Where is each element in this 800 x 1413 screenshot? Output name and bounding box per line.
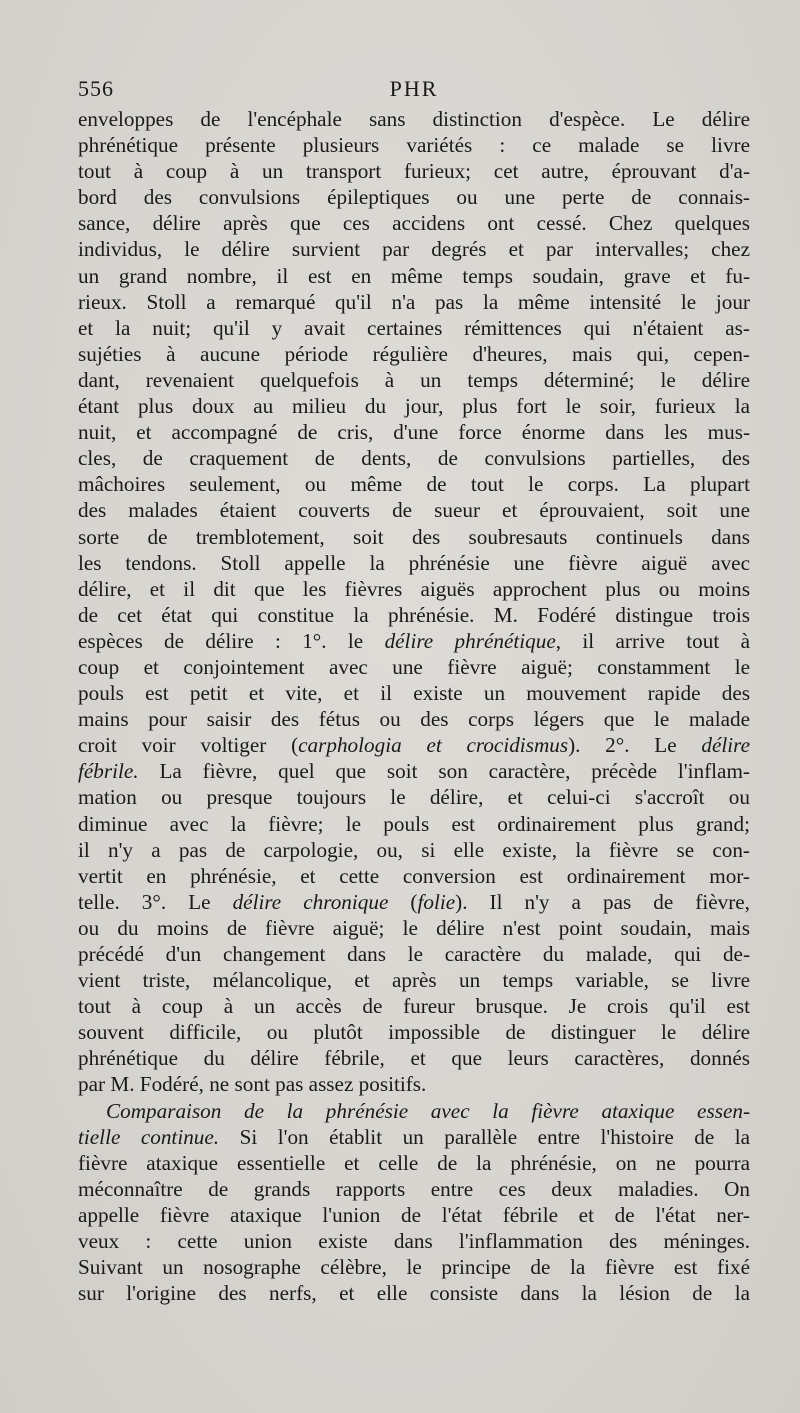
text-run: appelle fièvre ataxique l'union de l'état fébrile et de l'état ner- [78, 1202, 750, 1227]
text-line [78, 315, 750, 341]
text-line [78, 471, 750, 497]
text-run: les tendons. Stoll appelle la phrénésie une fièvre aiguë avec [78, 550, 750, 575]
text-line [78, 784, 750, 810]
text-run: fièvre ataxique essentielle et celle de la phrénésie, on ne pourra [78, 1150, 750, 1175]
text-run: coup et conjointement avec une fièvre aiguë; constamment le [78, 654, 750, 679]
text-line [78, 497, 750, 523]
text-line [78, 289, 750, 315]
text-run: pouls est petit et vite, et il existe un mouvement rapide des [78, 681, 750, 706]
running-head: PHR [389, 76, 439, 101]
text-run: souvent difficile, ou plutôt impossible de distinguer le délire [78, 1020, 750, 1045]
text-line [78, 1019, 750, 1045]
text-run: enveloppes de l'encéphale sans distinction d'espèce. Le délire [78, 107, 750, 131]
text-line [78, 576, 750, 602]
text-run: il n'y a pas de carpologie, ou, si elle existe, la fièvre se con- [78, 837, 750, 862]
text-run: ). 2°. Le [568, 733, 702, 758]
text-run: ( [388, 889, 418, 914]
text-run: diminue avec la fièvre; le pouls est ordinairement plus grand; [78, 811, 750, 836]
text-run: individus, le délire survient par degrés et par intervalles; chez [78, 237, 750, 262]
text-line [78, 184, 750, 210]
text-run: sance, délire après que ces accidens ont cessé. Chez quelques [78, 211, 750, 236]
text-run: phrénétique du délire fébrile, et que leurs caractères, donnés [78, 1046, 750, 1071]
text-run: de cet état qui constitue la phrénésie. M. Fodéré distingue trois [78, 602, 750, 627]
text-run: telle. 3°. Le [78, 889, 233, 914]
text-line [78, 993, 750, 1019]
text-line [78, 367, 750, 393]
text-line [78, 811, 750, 837]
text-run: ). Il n'y a pas de fièvre, [455, 889, 750, 914]
book-page [78, 74, 750, 1306]
text-run: croit voir voltiger ( [78, 733, 299, 758]
text-run: tout à coup à un accès de fureur brusque. Je crois qu'il est [78, 994, 750, 1019]
text-line [78, 393, 750, 419]
text-run: rieux. Stoll a remarqué qu'il n'a pas la même intensité le jour [78, 289, 750, 314]
text-run: délire, et il dit que les fièvres aiguës approchent plus ou moins [78, 576, 750, 601]
text-line [78, 550, 750, 576]
text-line [78, 1098, 750, 1124]
text-line [78, 158, 750, 184]
text-line [78, 602, 750, 628]
text-run: tout à coup à un transport furieux; cet autre, éprouvant d'a- [78, 159, 750, 184]
text-line [78, 1254, 750, 1280]
text-run: précédé d'un changement dans le caractère du malade, qui de- [78, 942, 750, 966]
text-line [78, 132, 750, 158]
page-number: 556 [78, 76, 114, 101]
text-line [78, 341, 750, 367]
text-run: mation ou presque toujours le délire, et celui-ci s'accroît ou [78, 785, 750, 810]
text-run: , il arrive tout à [555, 628, 750, 653]
text-run: nuit, et accompagné de cris, d'une force énorme dans les mus- [78, 420, 750, 445]
text-line [78, 210, 750, 236]
text-run: étant plus doux au milieu du jour, plus fort le soir, furieux la [78, 394, 750, 419]
text-run: cles, de craquement de dents, de convulsions partielles, des [78, 446, 750, 471]
text-line [78, 758, 750, 784]
text-line [78, 524, 750, 550]
text-run: sorte de tremblotement, soit des soubresauts continuels dans [78, 524, 750, 549]
text-line [78, 106, 750, 132]
text-run: vient triste, mélancolique, et après un temps variable, se livre [78, 968, 750, 993]
text-line [78, 863, 750, 889]
text-run: Suivant un nosographe célèbre, le principe de la fièvre est fixé [78, 1255, 750, 1280]
text-line [78, 1202, 750, 1228]
text-line [78, 706, 750, 732]
text-line [78, 732, 750, 758]
text-run: mains pour saisir des fétus ou des corps légers que le malade [78, 707, 750, 732]
text-run: mâchoires seulement, ou même de tout le corps. La plupart [78, 472, 750, 497]
italic-text: folie [417, 889, 456, 914]
text-line [78, 1071, 750, 1097]
italic-text: délire chronique [232, 889, 389, 914]
text-run: un grand nombre, il est en même temps soudain, grave et fu- [78, 263, 750, 288]
italic-text: fébrile. [78, 759, 139, 784]
text-line [78, 236, 750, 262]
text-line [78, 654, 750, 680]
text-run: La fièvre, quel que soit son caractère, précède l'inflam- [138, 759, 750, 784]
text-run: sur l'origine des nerfs, et elle consiste dans la lésion de la [78, 1281, 750, 1306]
italic-text: Comparaison de la phrénésie avec la fièvre ataxique essen- [106, 1098, 750, 1123]
text-run: ou du moins de fièvre aiguë; le délire n'est point soudain, mais [78, 915, 750, 940]
text-run: des malades étaient couverts de sueur et éprouvaient, soit une [78, 498, 750, 523]
text-line [78, 1228, 750, 1254]
italic-text: délire [701, 733, 750, 758]
text-run: méconnaître de grands rapports entre ces deux maladies. On [78, 1176, 750, 1201]
text-line [78, 1045, 750, 1071]
text-line [78, 889, 750, 915]
text-line [78, 967, 750, 993]
text-line [78, 1150, 750, 1176]
body-text [78, 106, 750, 1306]
text-run: par M. Fodéré, ne sont pas assez positifs. [78, 1072, 427, 1097]
text-line [78, 941, 750, 967]
text-run: espèces de délire : 1°. le [78, 628, 385, 653]
text-run: dant, revenaient quelquefois à un temps déterminé; le délire [78, 367, 750, 392]
text-line [78, 1176, 750, 1202]
italic-text: tielle continue. [78, 1124, 220, 1149]
text-run: phrénétique présente plusieurs variétés : ce malade se livre [78, 133, 750, 158]
text-line [78, 445, 750, 471]
text-line [78, 1280, 750, 1306]
text-run: vertit en phrénésie, et cette conversion est ordinairement mor- [78, 863, 750, 888]
italic-text: carphologia et crocidismus [298, 733, 569, 758]
text-line [78, 419, 750, 445]
text-line [78, 680, 750, 706]
text-line [78, 628, 750, 654]
text-run: veux : cette union existe dans l'inflammation des méninges. [78, 1229, 750, 1254]
text-line [78, 915, 750, 941]
text-line [78, 263, 750, 289]
italic-text: délire phrénétique [384, 628, 556, 653]
page-header [78, 74, 750, 104]
text-run: Si l'on établit un parallèle entre l'histoire de la [219, 1124, 750, 1149]
text-run: et la nuit; qu'il y avait certaines rémittences qui n'étaient as- [78, 315, 750, 340]
text-run: bord des convulsions épileptiques ou une perte de connais- [78, 185, 750, 210]
text-run: sujéties à aucune période régulière d'heures, mais qui, cepen- [78, 341, 750, 366]
text-line [78, 1124, 750, 1150]
text-line [78, 837, 750, 863]
